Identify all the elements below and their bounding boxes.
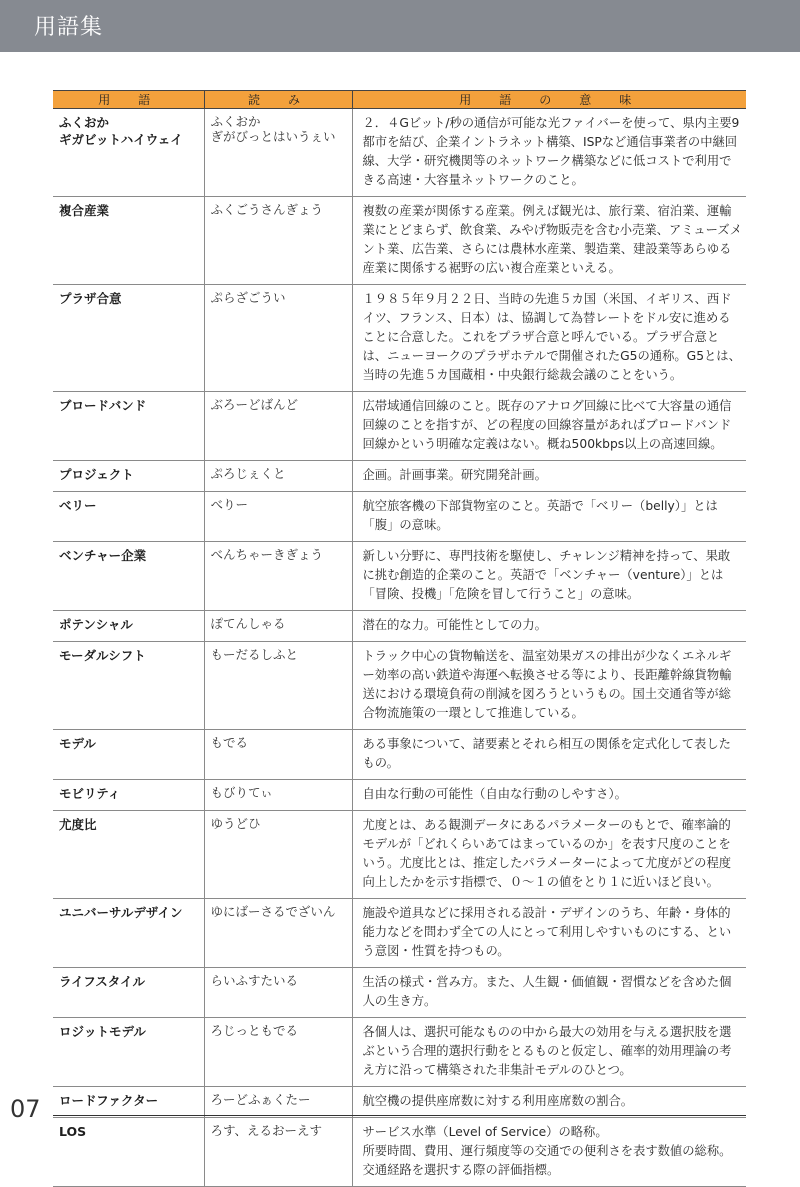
- meaning-cell: 施設や道具などに採用される設計・デザインのうち、年齢・身体的能力などを問わず全ての人にとって利用しやすいものにする、という意図・性質を持つもの。: [352, 899, 746, 968]
- term-cell: モビリティ: [53, 780, 204, 811]
- reading-cell: ぷらざごうい: [204, 285, 352, 392]
- reading-cell: ゆうどひ: [204, 811, 352, 899]
- term-cell: ポテンシャル: [53, 611, 204, 642]
- table-row: [53, 542, 746, 611]
- meaning-cell: 航空旅客機の下部貨物室のこと。英語で「べリー（belly）」とは「腹」の意味。: [352, 492, 746, 542]
- term-cell: プラザ合意: [53, 285, 204, 392]
- term-cell: ロジットモデル: [53, 1018, 204, 1087]
- meaning-cell: 企画。計画事業。研究開発計画。: [352, 461, 746, 492]
- term-cell: べリー: [53, 492, 204, 542]
- reading-cell: ぽてんしゃる: [204, 611, 352, 642]
- term-cell: プロジェクト: [53, 461, 204, 492]
- table-row: [53, 285, 746, 392]
- reading-cell: ふくおか ぎがびっとはいうぇい: [204, 109, 352, 197]
- footer-divider: [53, 1115, 746, 1116]
- meaning-cell: 生活の様式・営み方。また、人生観・価値観・習慣などを含めた個人の生き方。: [352, 968, 746, 1018]
- table-header-row: [53, 91, 746, 109]
- reading-cell: べんちゃーきぎょう: [204, 542, 352, 611]
- table-row: [53, 968, 746, 1018]
- term-cell: ベンチャー企業: [53, 542, 204, 611]
- term-cell: LOS: [53, 1118, 204, 1187]
- meaning-cell: 航空機の提供座席数に対する利用座席数の割合。: [352, 1087, 746, 1118]
- term-cell: ブロードバンド: [53, 392, 204, 461]
- meaning-cell: 各個人は、選択可能なものの中から最大の効用を与える選択肢を選ぶという合理的選択行動をとるものと仮定し、確率的効用理論の考え方に沿って構築された非集計モデルのひとつ。: [352, 1018, 746, 1087]
- table-row: [53, 461, 746, 492]
- reading-cell: もーだるしふと: [204, 642, 352, 730]
- reading-cell: ぷろじぇくと: [204, 461, 352, 492]
- meaning-cell: 複数の産業が関係する産業。例えば観光は、旅行業、宿泊業、運輸業にとどまらず、飲食業、みやげ物販売を含む小売業、アミューズメント業、広告業、さらには農林水産業、製造業、建設業等あらゆる産業に関係する裾野の広い複合産業といえる。: [352, 197, 746, 285]
- term-cell: モーダルシフト: [53, 642, 204, 730]
- column-header-meaning: 用 語 の 意 味: [352, 91, 746, 109]
- table-row: [53, 730, 746, 780]
- title-bar: [0, 0, 800, 52]
- table-row: [53, 780, 746, 811]
- meaning-cell: ２．４Gビット/秒の通信が可能な光ファイバーを使って、県内主要9都市を結び、企業イントラネット構築、ISPなど通信事業者の中継回線、大学・研究機関等のネットワーク構築などに低コストで利用できる高速・大容量ネットワークのこと。: [352, 109, 746, 197]
- column-header-term: 用 語: [53, 91, 204, 109]
- term-cell: ふくおか ギガビットハイウェイ: [53, 109, 204, 197]
- page-title: 用語集: [34, 15, 104, 40]
- table-row: [53, 611, 746, 642]
- term-cell: モデル: [53, 730, 204, 780]
- table-row: [53, 392, 746, 461]
- meaning-cell: １９８５年９月２２日、当時の先進５カ国（米国、イギリス、西ドイツ、フランス、日本）は、協調して為替レートをドル安に進めることに合意した。これをプラザ合意と呼んでいる。プラザ合意とは、ニューヨークのプラザホテルで開催されたG5の通称。G5とは、当時の先進５カ国蔵相・中央銀行総裁会議のことをいう。: [352, 285, 746, 392]
- term-cell: ユニバーサルデザイン: [53, 899, 204, 968]
- reading-cell: ゆにばーさるでざいん: [204, 899, 352, 968]
- term-cell: ライフスタイル: [53, 968, 204, 1018]
- reading-cell: もでる: [204, 730, 352, 780]
- meaning-cell: トラック中心の貨物輸送を、温室効果ガスの排出が少なくエネルギー効率の高い鉄道や海運へ転換させる等により、長距離幹線貨物輸送における環境負荷の削減を図ろうというもの。国土交通省等が総合物流施策の一環として推進している。: [352, 642, 746, 730]
- reading-cell: べりー: [204, 492, 352, 542]
- term-cell: 尤度比: [53, 811, 204, 899]
- reading-cell: ろーどふぁくたー: [204, 1087, 352, 1118]
- meaning-cell: 潜在的な力。可能性としての力。: [352, 611, 746, 642]
- meaning-cell: 尤度とは、ある観測データにあるパラメーターのもとで、確率論的モデルが「どれくらいあてはまっているのか」を表す尺度のことをいう。尤度比とは、推定したパラメーターによって尤度がどの程度向上したかを示す指標で、０～１の値をとり１に近いほど良い。: [352, 811, 746, 899]
- table-row: [53, 109, 746, 197]
- meaning-cell: ある事象について、諸要素とそれら相互の関係を定式化して表したもの。: [352, 730, 746, 780]
- table-row: [53, 1087, 746, 1118]
- term-cell: 複合産業: [53, 197, 204, 285]
- table-row: [53, 197, 746, 285]
- meaning-cell: サービス水準（Level of Service）の略称。 所要時間、費用、運行頻度等の交通での便利さを表す数値の総称。交通経路を選択する際の評価指標。: [352, 1118, 746, 1187]
- table-row: [53, 1118, 746, 1187]
- table-row: [53, 492, 746, 542]
- table-row: [53, 1018, 746, 1087]
- glossary-table: [53, 90, 746, 1187]
- table-row: [53, 642, 746, 730]
- table-row: [53, 811, 746, 899]
- reading-cell: ふくごうさんぎょう: [204, 197, 352, 285]
- term-cell: ロードファクター: [53, 1087, 204, 1118]
- reading-cell: ろす、えるおーえす: [204, 1118, 352, 1187]
- reading-cell: もびりてぃ: [204, 780, 352, 811]
- table-row: [53, 899, 746, 968]
- meaning-cell: 自由な行動の可能性（自由な行動のしやすさ）。: [352, 780, 746, 811]
- column-header-reading: 読 み: [204, 91, 352, 109]
- reading-cell: ぶろーどばんど: [204, 392, 352, 461]
- page-number: 07: [10, 1095, 41, 1123]
- reading-cell: らいふすたいる: [204, 968, 352, 1018]
- meaning-cell: 広帯域通信回線のこと。既存のアナログ回線に比べて大容量の通信回線のことを指すが、どの程度の回線容量があればブロードバンド回線かという明確な定義はない。概ね500kbps以上の高速回線。: [352, 392, 746, 461]
- meaning-cell: 新しい分野に、専門技術を駆使し、チャレンジ精神を持って、果敢に挑む創造的企業のこと。英語で「ベンチャー（venture）」とは「冒険、投機」「危険を冒して行うこと」の意味。: [352, 542, 746, 611]
- reading-cell: ろじっともでる: [204, 1018, 352, 1087]
